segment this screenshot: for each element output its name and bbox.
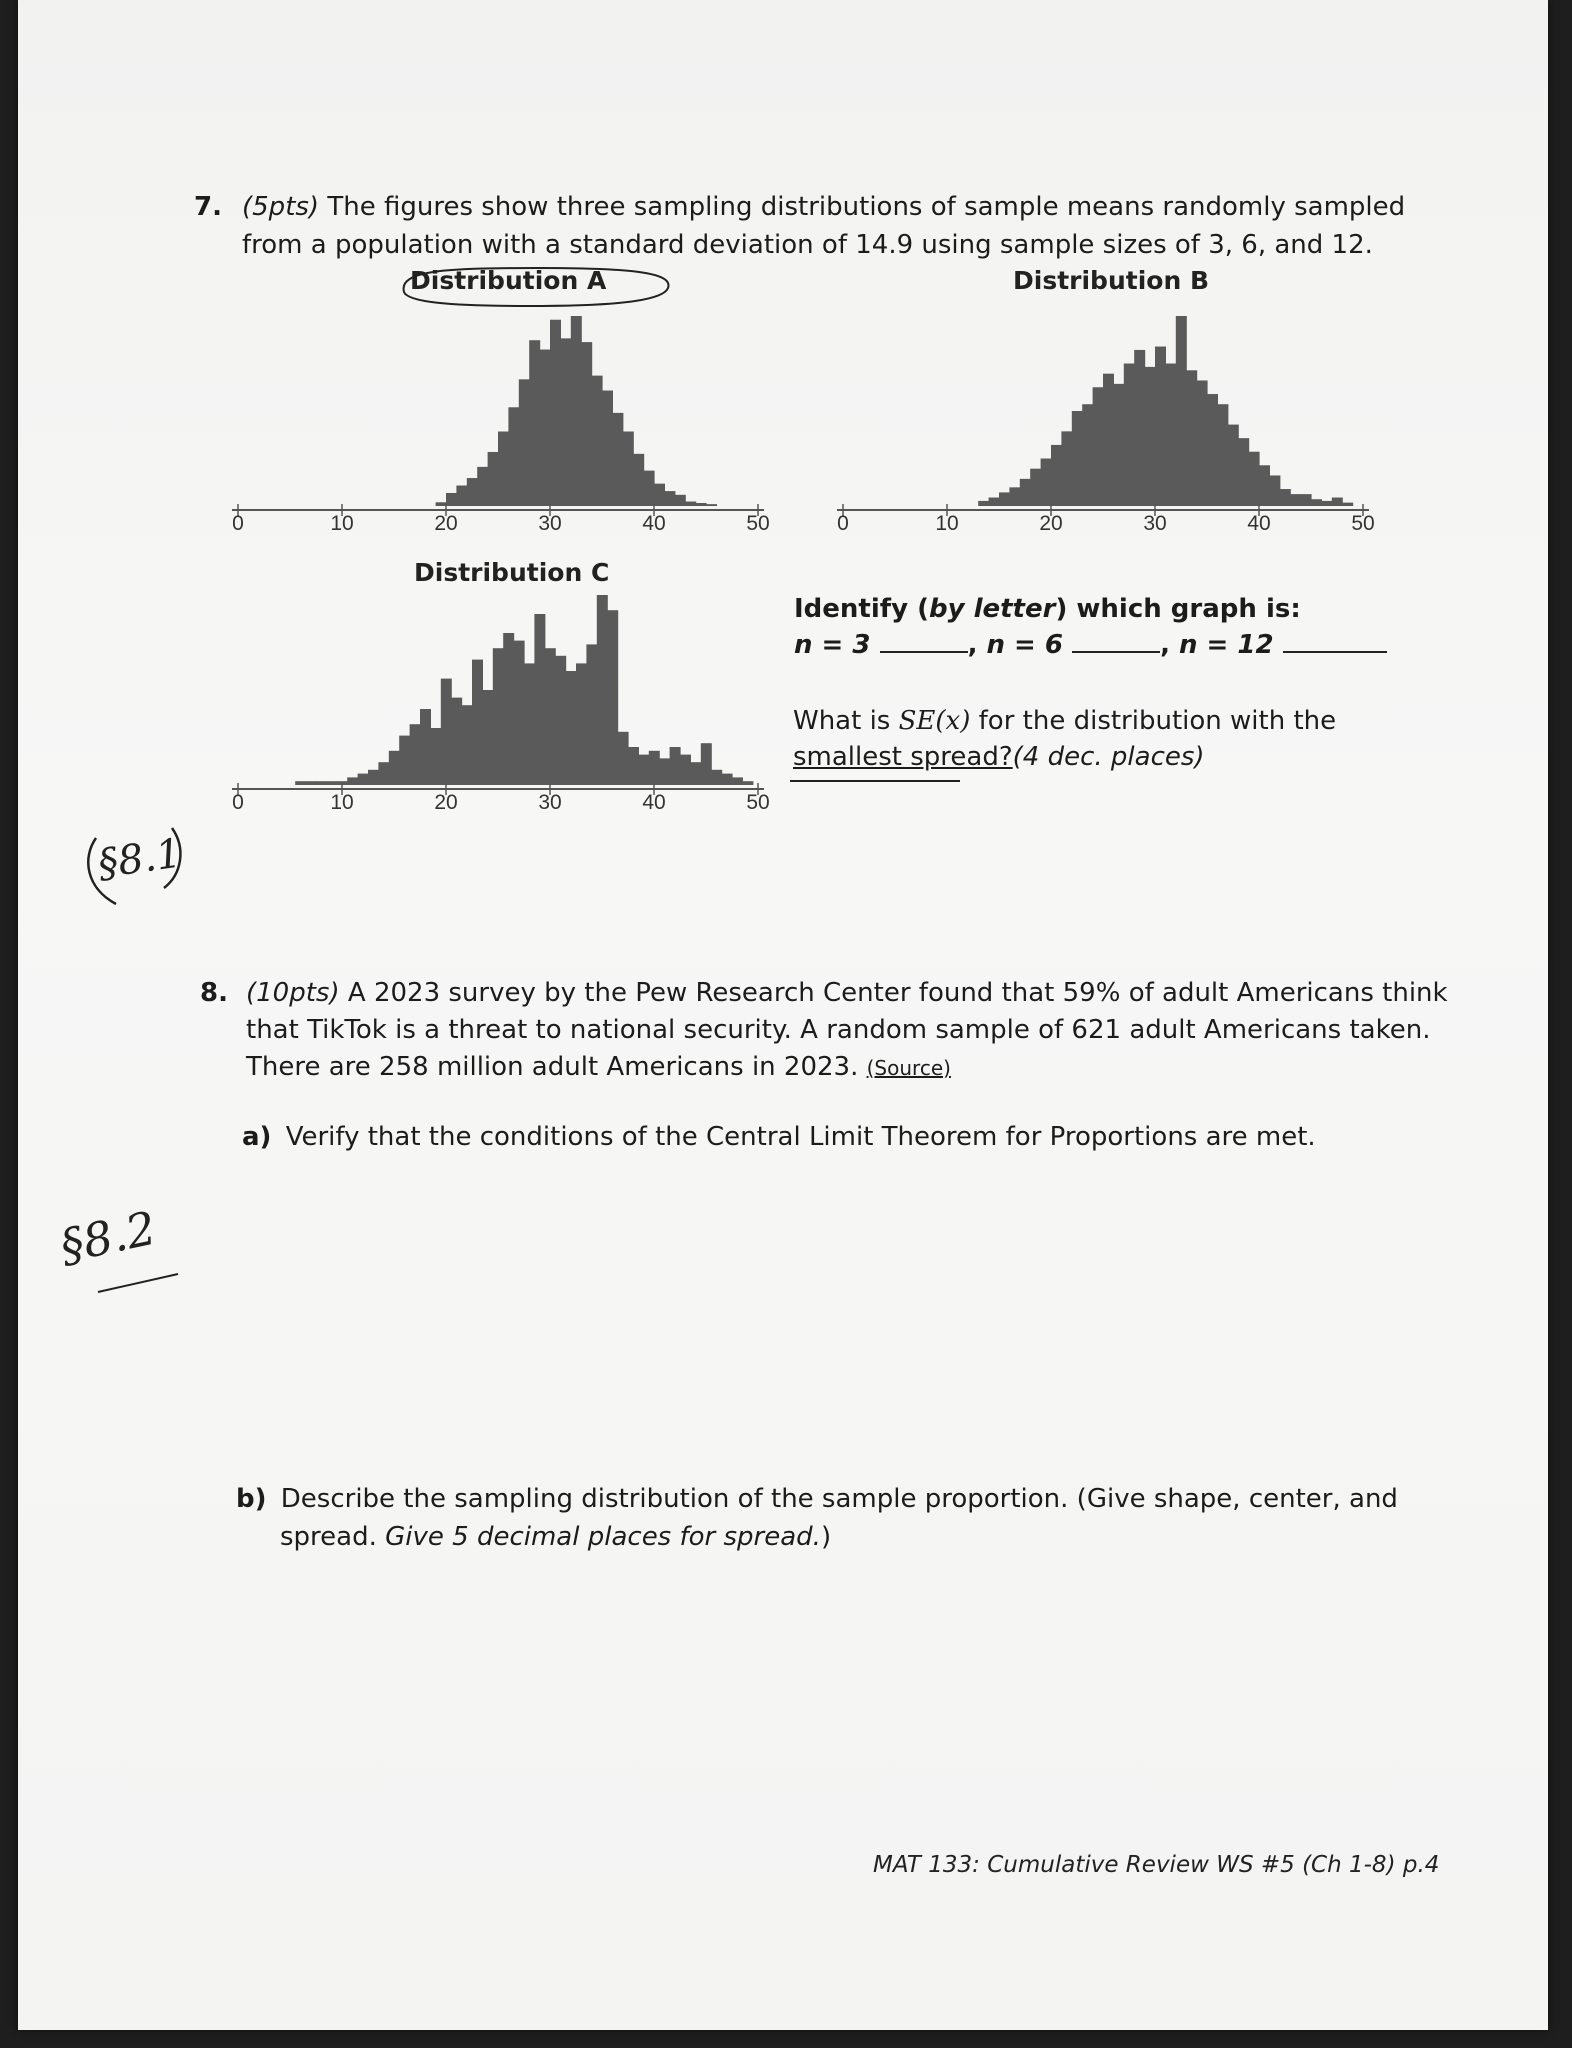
q8-part-b-line1 bbox=[236, 1480, 1398, 1519]
hist-bar-2-38 bbox=[690, 762, 701, 785]
hist-bar-2-22 bbox=[524, 663, 535, 785]
hist-bar-2-15 bbox=[451, 698, 462, 785]
hist-bar-0-26 bbox=[706, 504, 717, 506]
hist-bar-1-17 bbox=[1155, 347, 1166, 506]
q8-text-line2: that TikTok is a threat to national security. A random sample of 621 adult Americans taken. bbox=[246, 1015, 1431, 1045]
hist-bar-2-23 bbox=[534, 614, 545, 785]
q7-text-line2: from a population with a standard deviation of 14.9 using sample sizes of 3, 6, and 12. bbox=[242, 230, 1373, 260]
hist-bar-0-10 bbox=[540, 350, 551, 506]
hist-bar-1-31 bbox=[1301, 494, 1312, 506]
se-suffix: for the distribution with the bbox=[978, 706, 1337, 736]
q8-line3 bbox=[246, 1048, 951, 1088]
hist-bar-1-15 bbox=[1134, 350, 1145, 506]
hist-bar-2-21 bbox=[514, 641, 525, 785]
hist-bar-2-36 bbox=[670, 747, 681, 785]
x-tick-label-2-2: 20 bbox=[434, 791, 458, 814]
hist-bar-1-5 bbox=[1030, 469, 1041, 506]
distribution-c-chart bbox=[218, 585, 770, 825]
hist-bar-2-24 bbox=[545, 648, 556, 785]
hist-bar-2-1 bbox=[306, 781, 317, 785]
se-prefix: What is bbox=[793, 706, 891, 736]
hist-bar-2-0 bbox=[295, 781, 306, 785]
x-tick-label-1-4: 40 bbox=[1247, 512, 1271, 535]
hist-bar-2-3 bbox=[326, 781, 337, 785]
hist-bar-1-10 bbox=[1082, 404, 1093, 506]
x-tick-label-0-2: 20 bbox=[434, 512, 458, 535]
hist-bar-0-5 bbox=[488, 452, 499, 506]
x-tick-label-1-1: 10 bbox=[935, 512, 959, 535]
hist-bar-1-1 bbox=[989, 498, 1000, 506]
hist-bar-1-33 bbox=[1321, 501, 1332, 506]
hist-bar-0-17 bbox=[612, 413, 623, 506]
hist-bar-2-12 bbox=[420, 709, 431, 785]
hist-bar-1-19 bbox=[1176, 316, 1187, 506]
hist-bar-2-28 bbox=[586, 644, 597, 785]
q8-b-text2-end: ) bbox=[820, 1522, 832, 1552]
hist-bar-0-24 bbox=[685, 502, 696, 506]
x-tick-label-1-2: 20 bbox=[1039, 512, 1063, 535]
x-tick-label-0-0: 0 bbox=[232, 512, 244, 535]
hist-bar-2-17 bbox=[472, 660, 483, 785]
n6-answer-blank[interactable] bbox=[1072, 627, 1160, 653]
hist-bar-2-42 bbox=[732, 777, 743, 785]
x-tick-label-2-3: 30 bbox=[538, 791, 562, 814]
hist-bar-2-32 bbox=[628, 747, 639, 785]
x-tick-label-0-3: 30 bbox=[538, 512, 562, 535]
hist-bar-2-26 bbox=[566, 671, 577, 785]
hist-bar-0-9 bbox=[529, 340, 540, 506]
se-line2-italic: (4 dec. places) bbox=[1012, 742, 1205, 772]
se-question-line1 bbox=[793, 702, 1336, 741]
hist-bar-0-18 bbox=[623, 431, 634, 506]
handwritten-note-8-2: §8.2 bbox=[55, 1200, 161, 1274]
hist-bar-2-25 bbox=[555, 656, 566, 785]
n6-label: n = 6 bbox=[986, 630, 1063, 660]
hist-bar-1-6 bbox=[1041, 459, 1052, 507]
hist-bar-1-2 bbox=[999, 492, 1010, 506]
hist-bar-0-8 bbox=[519, 379, 530, 506]
q8-part-a bbox=[242, 1118, 1316, 1157]
distribution-c-title: Distribution C bbox=[414, 558, 610, 587]
hist-bar-2-8 bbox=[378, 762, 389, 785]
q8-points: (10pts) bbox=[246, 978, 340, 1008]
hist-bar-2-29 bbox=[597, 595, 608, 785]
x-tick-label-2-0: 0 bbox=[232, 791, 244, 814]
hist-bar-2-5 bbox=[347, 777, 358, 785]
hist-bar-1-7 bbox=[1051, 445, 1062, 506]
q8-line1 bbox=[246, 974, 1448, 1013]
se-question-line2 bbox=[793, 738, 1205, 777]
x-tick-label-0-1: 10 bbox=[330, 512, 354, 535]
q8-b-text2-italic: Give 5 decimal places for spread. bbox=[385, 1522, 821, 1552]
q7-points: (5pts) bbox=[242, 192, 320, 222]
hist-bar-1-28 bbox=[1269, 475, 1280, 506]
hist-bar-0-25 bbox=[696, 503, 707, 506]
hist-bar-0-14 bbox=[581, 342, 592, 506]
hist-bar-2-20 bbox=[503, 633, 514, 785]
x-tick-label-0-5: 50 bbox=[746, 512, 770, 535]
handwritten-note-8-1 bbox=[76, 818, 186, 908]
hist-bar-1-23 bbox=[1217, 404, 1228, 506]
x-tick-label-1-0: 0 bbox=[837, 512, 849, 535]
hist-bar-0-1 bbox=[446, 493, 457, 506]
hist-bar-2-2 bbox=[316, 781, 327, 785]
hist-bar-0-4 bbox=[477, 467, 488, 506]
hist-bar-1-22 bbox=[1207, 394, 1218, 506]
hist-bar-0-23 bbox=[675, 495, 686, 506]
hist-bar-0-16 bbox=[602, 391, 613, 506]
hist-bar-2-35 bbox=[659, 758, 670, 785]
hist-bar-2-40 bbox=[711, 770, 722, 785]
se-symbol: SE(x) bbox=[898, 706, 971, 736]
x-tick-label-2-4: 40 bbox=[642, 791, 666, 814]
hist-bar-2-14 bbox=[441, 679, 452, 785]
hist-bar-2-13 bbox=[430, 728, 441, 785]
hist-bar-2-18 bbox=[482, 690, 493, 785]
q8-text-line3: There are 258 million adult Americans in 2023. bbox=[246, 1052, 859, 1082]
hist-bar-0-7 bbox=[508, 407, 519, 506]
q8-b-text2: spread. bbox=[280, 1522, 377, 1552]
hist-bar-2-39 bbox=[701, 743, 712, 785]
q8-number: 8. bbox=[200, 978, 228, 1008]
hist-bar-2-11 bbox=[410, 724, 421, 785]
x-tick-label-0-4: 40 bbox=[642, 512, 666, 535]
q8-a-label: a) bbox=[242, 1122, 272, 1152]
hist-bar-2-37 bbox=[680, 755, 691, 785]
hist-bar-1-18 bbox=[1165, 364, 1176, 507]
hist-bar-0-2 bbox=[456, 486, 467, 506]
hist-bar-2-27 bbox=[576, 663, 587, 785]
hist-bar-1-12 bbox=[1103, 374, 1114, 506]
hist-bar-1-9 bbox=[1072, 411, 1083, 506]
identify-heading-italic: by letter bbox=[928, 594, 1056, 624]
hist-bar-1-25 bbox=[1238, 438, 1249, 506]
hist-bar-1-24 bbox=[1228, 425, 1239, 506]
hist-bar-0-6 bbox=[498, 431, 509, 506]
hist-bar-2-16 bbox=[462, 705, 473, 785]
hist-bar-1-0 bbox=[978, 501, 989, 506]
hist-bar-0-22 bbox=[664, 491, 675, 506]
hist-bar-1-11 bbox=[1093, 387, 1104, 506]
hist-bar-1-27 bbox=[1259, 465, 1270, 506]
hist-bar-0-12 bbox=[560, 338, 571, 506]
identify-heading-b: ) which graph is: bbox=[1055, 594, 1301, 624]
identify-heading bbox=[794, 590, 1301, 629]
n12-answer-blank[interactable] bbox=[1283, 627, 1387, 653]
hist-bar-1-14 bbox=[1124, 364, 1135, 507]
hist-bar-2-6 bbox=[358, 774, 369, 785]
q7-number: 7. bbox=[194, 192, 222, 222]
se-line2: smallest spread? bbox=[793, 742, 1013, 772]
hist-bar-1-21 bbox=[1197, 380, 1208, 506]
q7-text-line1: The figures show three sampling distributions of sample means randomly sampled bbox=[327, 192, 1406, 222]
hist-bar-1-29 bbox=[1280, 489, 1291, 506]
hist-bar-0-11 bbox=[550, 320, 561, 506]
hist-bar-2-43 bbox=[742, 781, 753, 785]
hist-bar-1-32 bbox=[1311, 499, 1322, 506]
hist-bar-2-41 bbox=[722, 774, 733, 785]
hist-bar-1-35 bbox=[1342, 503, 1353, 506]
distribution-b-chart bbox=[823, 290, 1375, 550]
hist-bar-0-21 bbox=[654, 484, 665, 506]
hist-bar-2-34 bbox=[649, 751, 660, 785]
q8-a-text: Verify that the conditions of the Central Limit Theorem for Proportions are met. bbox=[285, 1122, 1316, 1152]
q8-text-line1: A 2023 survey by the Pew Research Center found that 59% of adult Americans think bbox=[347, 978, 1448, 1008]
hist-bar-1-30 bbox=[1290, 494, 1301, 506]
q8-b-label: b) bbox=[236, 1484, 267, 1514]
hist-bar-0-0 bbox=[436, 502, 447, 506]
identify-blanks-row: n = 3 , n = 6 , n = 12 bbox=[794, 626, 1387, 665]
hist-bar-1-3 bbox=[1009, 487, 1020, 506]
x-tick-label-1-5: 50 bbox=[1351, 512, 1375, 535]
hist-bar-2-31 bbox=[618, 732, 629, 785]
hist-bar-1-13 bbox=[1113, 384, 1124, 506]
note-8-1-text: §8.1 bbox=[95, 830, 185, 888]
identify-heading-a: Identify ( bbox=[794, 594, 929, 624]
hist-bar-0-3 bbox=[467, 478, 478, 506]
q8-b-text1: Describe the sampling distribution of the sample proportion. (Give shape, center, and bbox=[280, 1484, 1398, 1514]
se-answer-blank[interactable] bbox=[790, 780, 960, 782]
q8-part-b-line2 bbox=[280, 1518, 831, 1557]
source-link[interactable]: (Source) bbox=[866, 1056, 951, 1080]
n12-label: n = 12 bbox=[1179, 630, 1274, 660]
distribution-b-title: Distribution B bbox=[1013, 266, 1209, 295]
hist-bar-2-33 bbox=[638, 755, 649, 785]
handwritten-underline-icon bbox=[88, 1270, 188, 1300]
hist-bar-1-26 bbox=[1249, 452, 1260, 506]
hist-bar-0-20 bbox=[644, 471, 655, 506]
x-tick-label-1-3: 30 bbox=[1143, 512, 1167, 535]
x-tick-label-2-5: 50 bbox=[746, 791, 770, 814]
distribution-a-title: Distribution A bbox=[410, 266, 607, 295]
q7-line1 bbox=[242, 188, 1405, 227]
worksheet-page bbox=[18, 0, 1548, 2030]
n3-label: n = 3 bbox=[794, 630, 871, 660]
hist-bar-1-34 bbox=[1332, 498, 1343, 506]
hist-bar-2-9 bbox=[389, 751, 400, 785]
hist-bar-1-20 bbox=[1186, 370, 1197, 506]
hist-bar-0-19 bbox=[633, 454, 644, 506]
distribution-a-chart bbox=[218, 290, 770, 550]
hist-bar-2-7 bbox=[368, 770, 379, 785]
hist-bar-0-13 bbox=[571, 316, 582, 506]
hist-bar-0-15 bbox=[592, 376, 603, 506]
hist-bar-1-4 bbox=[1020, 479, 1031, 506]
page-footer: MAT 133: Cumulative Review WS #5 (Ch 1-8) p.4 bbox=[873, 1852, 1440, 1878]
hist-bar-2-19 bbox=[493, 648, 504, 785]
hist-bar-2-30 bbox=[607, 610, 618, 785]
n3-answer-blank[interactable] bbox=[880, 627, 968, 653]
hist-bar-2-10 bbox=[399, 736, 410, 785]
hist-bar-1-8 bbox=[1061, 431, 1072, 506]
hist-bar-1-16 bbox=[1145, 367, 1156, 506]
x-tick-label-2-1: 10 bbox=[330, 791, 354, 814]
